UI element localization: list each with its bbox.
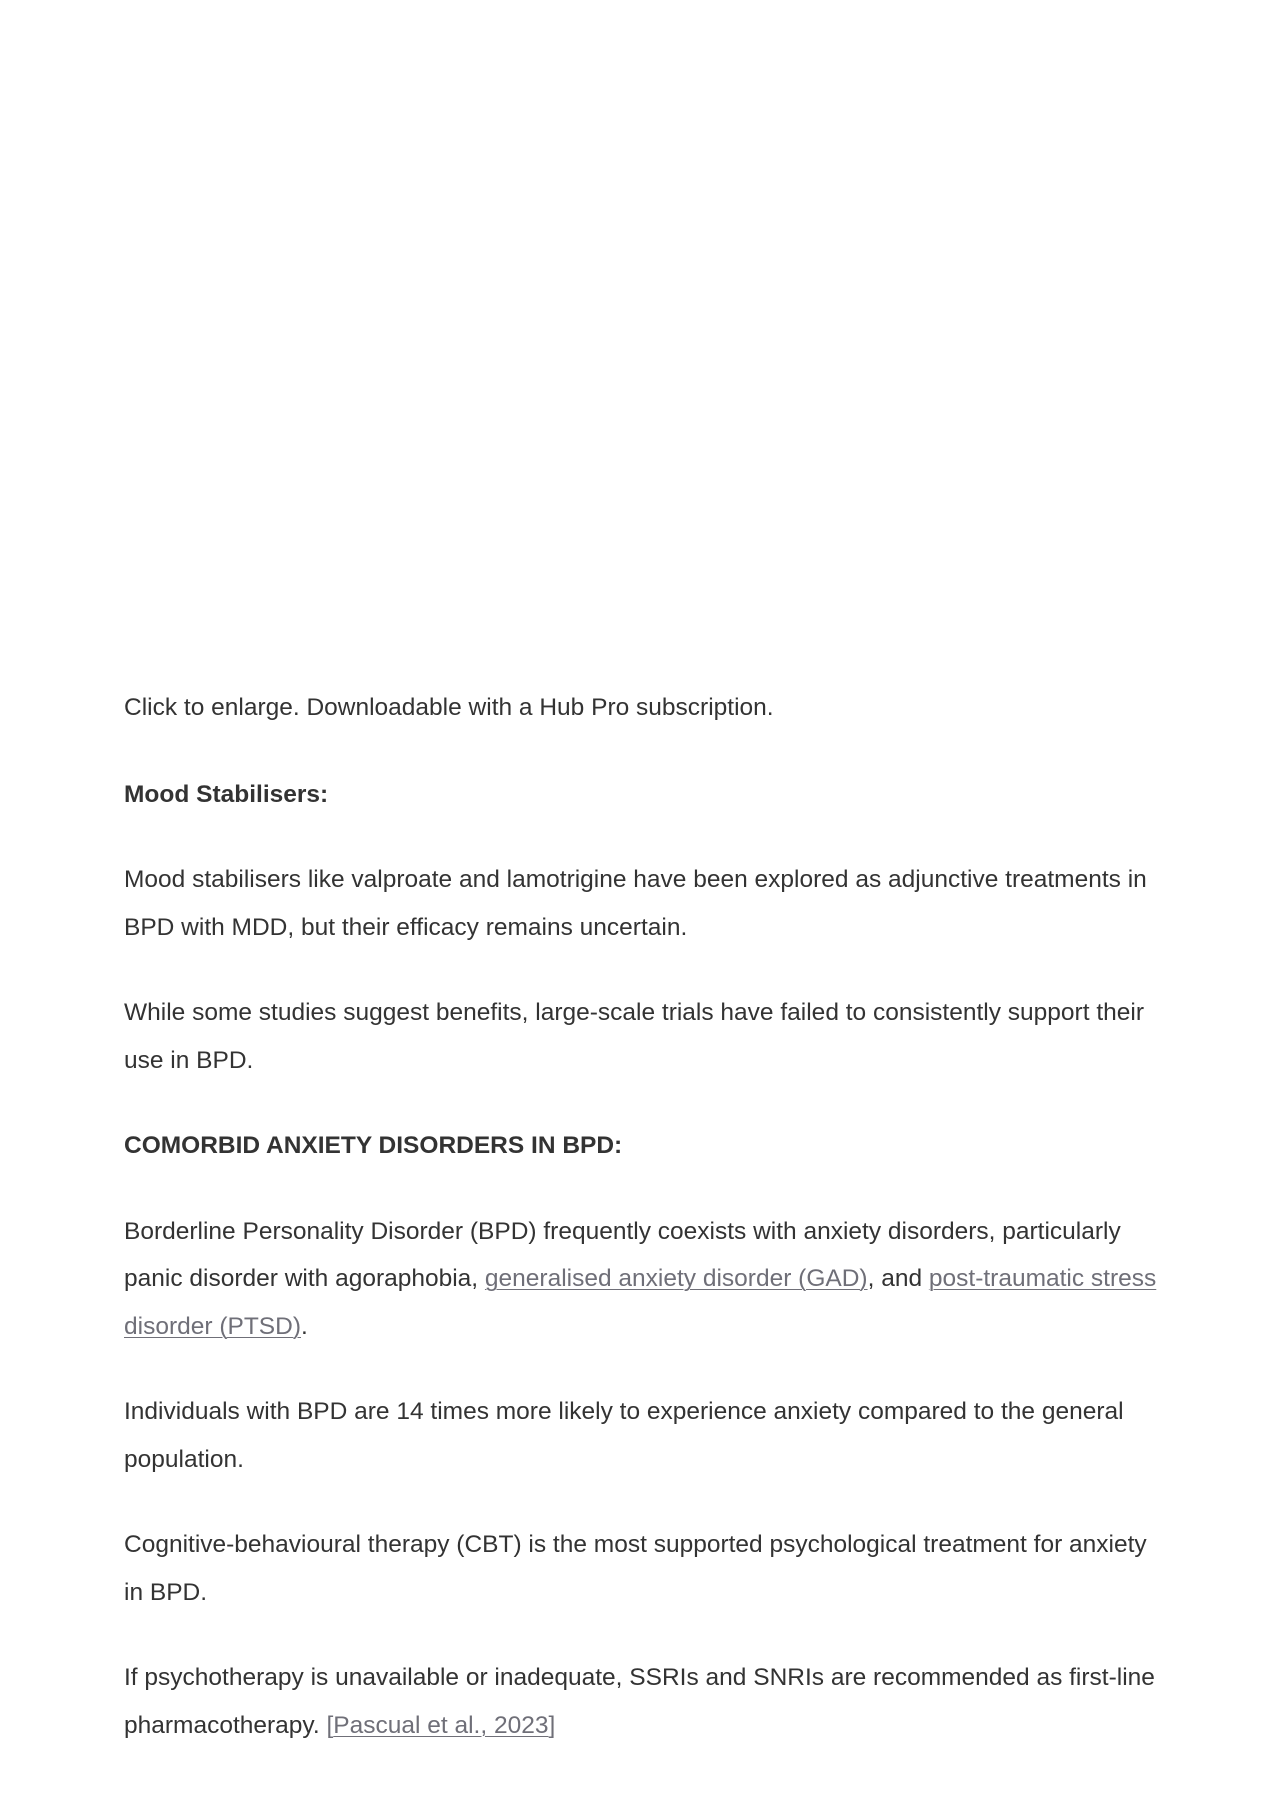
reference-link-pascual-2023[interactable]: Pascual et al., 2023: [333, 1711, 549, 1739]
link-generalised-anxiety-disorder[interactable]: generalised anxiety disorder (GAD): [484, 1265, 868, 1292]
section-heading-mood-stabilisers: Mood Stabilisers:: [124, 780, 329, 808]
section-heading-anxiety: COMORBID ANXIETY DISORDERS IN BPD:: [124, 1132, 623, 1159]
enlargeable-infographic-area[interactable]: [124, 0, 1156, 680]
paragraph-mood-stabilisers-1: Mood stabilisers like valproate and lamotrigine have been explored as adjunctive treatments in BPD with MDD, but their efficacy remains uncertain.: [124, 866, 1147, 941]
paragraph-anxiety-4-text: If psychotherapy is unavailable or inadequate, SSRIs and SNRIs are recommended as first-line pharmacotherapy.: [124, 1664, 1155, 1739]
paragraph-anxiety-1: [124, 1208, 1164, 1351]
article-body: [124, 684, 1164, 1787]
image-caption: Click to enlarge. Downloadable with a Hub Pro subscription.: [124, 694, 774, 721]
paragraph-anxiety-1-text-middle: , and: [867, 1265, 929, 1292]
link-post-traumatic-stress-disorder[interactable]: post-traumatic stress disorder (PTSD): [124, 1265, 1157, 1340]
paragraph-anxiety-1-text-before: Borderline Personality Disorder (BPD) frequently coexists with anxiety disorders, particularly panic disorder with agoraphobia,: [124, 1217, 1121, 1292]
reference-bracket-open: [: [326, 1711, 334, 1739]
paragraph-anxiety-1-text-after: .: [300, 1312, 308, 1340]
paragraph-anxiety-4: [124, 1654, 1164, 1749]
paragraph-mood-stabilisers-2: While some studies suggest benefits, large-scale trials have failed to consistently support their use in BPD.: [124, 999, 1144, 1074]
reference-bracket-close: ]: [548, 1711, 556, 1739]
paragraph-anxiety-3: Cognitive-behavioural therapy (CBT) is the most supported psychological treatment for anxiety in BPD.: [124, 1531, 1147, 1606]
paragraph-anxiety-2: Individuals with BPD are 14 times more likely to experience anxiety compared to the general population.: [124, 1398, 1124, 1473]
